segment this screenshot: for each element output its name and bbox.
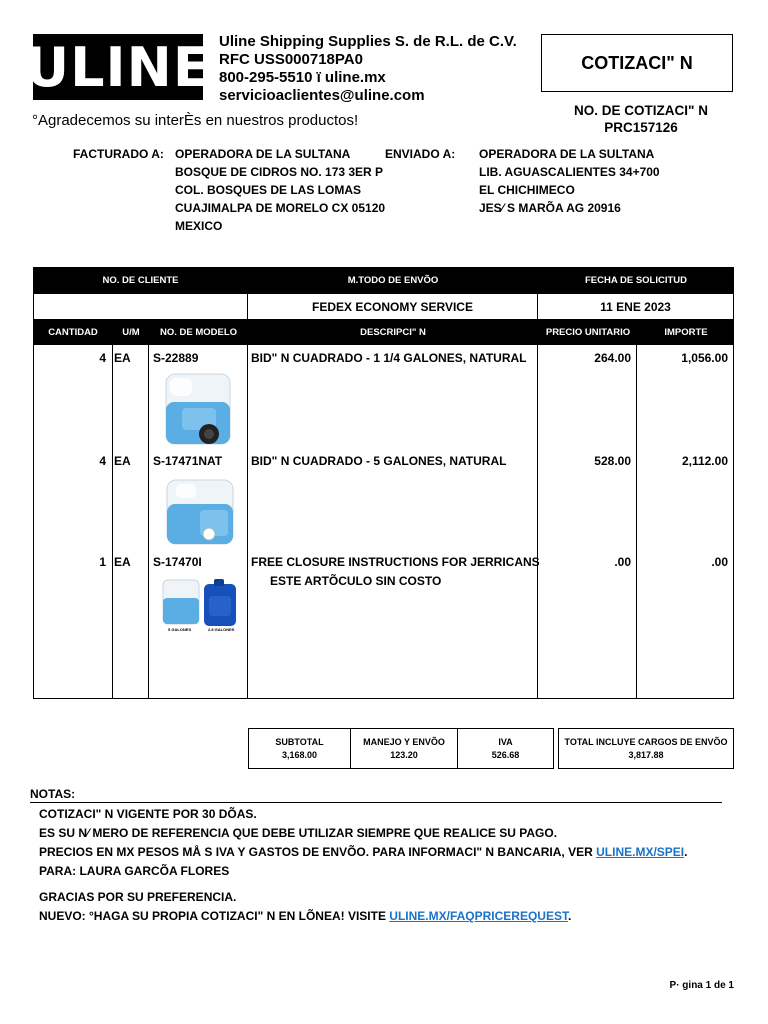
item-desc: BID" N CUADRADO - 5 GALONES, NATURAL: [251, 454, 507, 468]
item-model: S-22889: [153, 351, 199, 365]
jerrican-caption-left: 5 GALONES: [168, 627, 192, 632]
billing-line: OPERADORA DE LA SULTANA: [175, 147, 351, 161]
item-unit-price: 528.00: [594, 454, 631, 468]
item-unit-price: 264.00: [594, 351, 631, 365]
billing-label: FACTURADO A:: [73, 147, 164, 161]
iva-value: 526.68: [491, 749, 520, 760]
customer-no-value: [33, 293, 248, 320]
ship-method-value: FEDEX ECONOMY SERVICE: [247, 293, 538, 320]
qty-header: CANTIDAD: [48, 326, 98, 338]
company-rfc: RFC USS000718PA0: [219, 51, 363, 68]
item-qty: 4: [99, 454, 106, 468]
jerrican-caption-right: 2.8 GALONES: [208, 627, 235, 632]
handling-value: 123.20: [390, 749, 418, 760]
item-unit-price: .00: [614, 555, 631, 569]
note-text: .: [567, 909, 572, 923]
ship-method-header: M.TODO DE ENVÕO: [248, 267, 538, 293]
grand-total-value: 3,817.88: [628, 749, 664, 760]
company-info: [219, 33, 517, 105]
note-line: GRACIAS POR SU PREFERENCIA.: [39, 890, 237, 904]
col-divider: [247, 345, 248, 699]
company-name: Uline Shipping Supplies S. de R.L. de C.V.: [219, 33, 517, 50]
subtotal-label: SUBTOTAL: [275, 736, 324, 747]
quote-number-label: NO. DE COTIZACI" N: [574, 103, 708, 118]
amount-header: IMPORTE: [664, 326, 708, 338]
thanks-message: °Agradecemos su interÈs en nuestros productos!: [32, 112, 359, 129]
item-amount: 2,112.00: [681, 454, 728, 468]
billing-line: COL. BOSQUES DE LAS LOMAS: [175, 183, 362, 197]
notes-block: [39, 805, 687, 926]
note-line: COTIZACI" N VIGENTE POR 30 DÕAS.: [39, 807, 257, 821]
quote-title: COTIZACI" N: [581, 52, 693, 73]
note-text: .: [684, 845, 688, 859]
request-date-header: FECHA DE SOLICITUD: [538, 267, 734, 293]
uline-logo: ULINE: [25, 35, 211, 99]
shipping-label: ENVIADO A:: [385, 147, 456, 161]
handling-cell: [351, 729, 458, 768]
subtotal-cell: [249, 729, 351, 768]
jug-large-image: [162, 474, 238, 548]
note-spacer: [39, 881, 687, 888]
billing-line: CUAJIMALPA DE MORELO CX 05120: [175, 201, 386, 215]
shipping-line: JES⁄ S MARÕA AG 20916: [479, 201, 621, 215]
company-email[interactable]: servicioaclientes@uline.com: [219, 87, 425, 104]
item-amount: .00: [711, 555, 728, 569]
billing-line: MEXICO: [175, 219, 223, 233]
billing-address: [175, 145, 385, 235]
item-amount: 1,056.00: [681, 351, 728, 365]
um-header: U/M: [122, 326, 140, 338]
item-um: EA: [114, 351, 131, 365]
grand-total-box: [558, 728, 734, 769]
customer-no-header: NO. DE CLIENTE: [33, 267, 248, 293]
item-desc: BID" N CUADRADO - 1 1/4 GALONES, NATURAL: [251, 351, 527, 365]
shipping-address: [479, 145, 660, 217]
model-header: NO. DE MODELO: [159, 326, 238, 338]
grand-total-label: TOTAL INCLUYE CARGOS DE ENVÕO: [564, 736, 728, 747]
quote-title-box: [541, 34, 733, 92]
iva-label: IVA: [498, 736, 513, 747]
shipping-line: OPERADORA DE LA SULTANA: [479, 147, 655, 161]
price-request-link[interactable]: ULINE.MX/FAQPRICEREQUEST: [389, 909, 568, 923]
items-table-body: [33, 345, 734, 699]
grand-total-cell: [559, 729, 733, 768]
note-text: NUEVO: °HAGA SU PROPIA COTIZACI" N EN LÕNEA! VISITE: [39, 909, 390, 923]
quote-number-block: [541, 102, 741, 136]
item-model: S-17471NAT: [153, 454, 223, 468]
desc-header: DESCRIPCI" N: [360, 326, 426, 338]
billing-line: BOSQUE DE CIDROS NO. 173 3ER P: [175, 165, 384, 179]
note-line: [39, 843, 687, 862]
totals-box: [248, 728, 554, 769]
page-number: P· gina 1 de 1: [669, 980, 734, 991]
company-phone-web: 800-295-5510 ï uline.mx: [219, 69, 386, 86]
item-um: EA: [114, 555, 131, 569]
note-line: [39, 907, 687, 926]
quote-number: PRC157126: [604, 120, 678, 135]
item-qty: 1: [99, 555, 106, 569]
note-line: PARA: LAURA GARCÕA FLORES: [39, 864, 230, 878]
notes-label: NOTAS:: [30, 787, 76, 801]
spei-link[interactable]: ULINE.MX/SPEI: [596, 845, 685, 859]
request-date-value: 11 ENE 2023: [537, 293, 734, 320]
shipping-line: EL CHICHIMECO: [479, 183, 575, 197]
item-note: ESTE ARTÕCULO SIN COSTO: [270, 574, 442, 588]
item-model: S-17470I: [153, 555, 202, 569]
item-qty: 4: [99, 351, 106, 365]
subtotal-value: 3,168.00: [281, 749, 318, 760]
col-divider: [636, 345, 637, 699]
col-divider: [537, 345, 538, 699]
note-text: PRECIOS EN MX PESOS MÅ S IVA Y GASTOS DE ENVÕO. PARA INFORMACI" N BANCARIA, VER: [39, 845, 597, 859]
handling-label: MANEJO Y ENVÕO: [363, 736, 445, 747]
item-desc: FREE CLOSURE INSTRUCTIONS FOR JERRICANS: [251, 555, 540, 569]
unit-price-header: PRECIO UNITARIO: [545, 326, 631, 338]
note-line: ES SU N⁄ MERO DE REFERENCIA QUE DEBE UTILIZAR SIEMPRE QUE REALICE SU PAGO.: [39, 826, 558, 840]
shipping-line: LIB. AGUASCALIENTES 34+700: [479, 165, 660, 179]
col-divider: [148, 345, 149, 699]
iva-cell: [458, 729, 553, 768]
jug-small-image: [160, 368, 236, 448]
item-um: EA: [114, 454, 131, 468]
col-divider: [112, 345, 113, 699]
notes-divider: [30, 802, 722, 803]
